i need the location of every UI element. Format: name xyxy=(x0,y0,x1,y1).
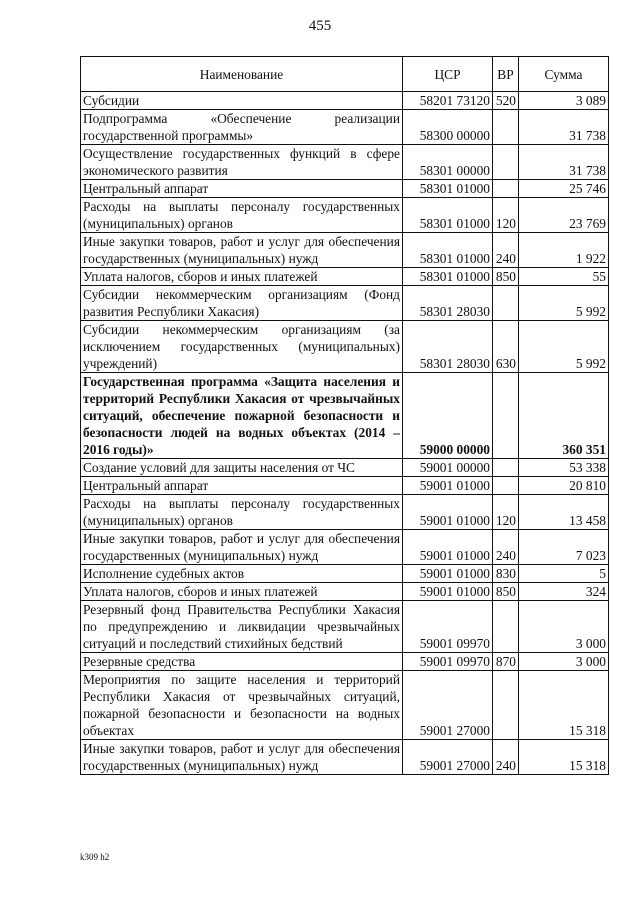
table-row xyxy=(81,459,609,477)
csr-cell: 59001 01000 xyxy=(403,495,493,530)
csr-cell: 58301 28030 xyxy=(403,286,493,321)
name-cell: Центральный аппарат xyxy=(81,477,403,495)
table-row xyxy=(81,477,609,495)
vr-cell: 240 xyxy=(493,233,519,268)
vr-cell xyxy=(493,477,519,495)
vr-cell xyxy=(493,671,519,740)
csr-cell: 58301 01000 xyxy=(403,268,493,286)
csr-cell: 59001 09970 xyxy=(403,653,493,671)
table-row xyxy=(81,286,609,321)
vr-cell: 870 xyxy=(493,653,519,671)
name-cell: Резервный фонд Правительства Республики Хакасия по предупреждению и ликвидации чрезвычайных ситуаций и последствий стихийных бедствий xyxy=(81,601,403,653)
csr-cell: 59001 01000 xyxy=(403,565,493,583)
csr-cell: 58301 01000 xyxy=(403,180,493,198)
vr-cell xyxy=(493,459,519,477)
name-cell: Расходы на выплаты персоналу государственных (муниципальных) органов xyxy=(81,495,403,530)
sum-cell: 53 338 xyxy=(519,459,609,477)
sum-cell: 25 746 xyxy=(519,180,609,198)
csr-cell: 58300 00000 xyxy=(403,110,493,145)
table-row xyxy=(81,321,609,373)
table-row xyxy=(81,653,609,671)
table-row xyxy=(81,268,609,286)
name-cell: Иные закупки товаров, работ и услуг для обеспечения государственных (муниципальных) нужд xyxy=(81,740,403,775)
vr-cell: 240 xyxy=(493,740,519,775)
csr-cell: 58201 73120 xyxy=(403,92,493,110)
vr-cell: 120 xyxy=(493,495,519,530)
name-cell: Субсидии xyxy=(81,92,403,110)
vr-cell xyxy=(493,145,519,180)
name-cell: Мероприятия по защите населения и территорий Республики Хакасия от чрезвычайных ситуаций, пожарной безопасности и безопасности на водных объектах xyxy=(81,671,403,740)
name-cell: Создание условий для защиты населения от ЧС xyxy=(81,459,403,477)
sum-cell: 7 023 xyxy=(519,530,609,565)
table-row xyxy=(81,110,609,145)
name-cell: Государственная программа «Защита населения и территорий Республики Хакасия от чрезвычайных ситуаций, обеспечение пожарной безопасности и безопасности людей на водных объектах (2014 – 2016 годы)» xyxy=(81,373,403,459)
name-cell: Центральный аппарат xyxy=(81,180,403,198)
table-body xyxy=(81,92,609,775)
sum-cell: 31 738 xyxy=(519,110,609,145)
name-cell: Исполнение судебных актов xyxy=(81,565,403,583)
header-name: Наименование xyxy=(81,57,403,92)
csr-cell: 59001 27000 xyxy=(403,671,493,740)
name-cell: Подпрограмма «Обеспечение реализации государственной программы» xyxy=(81,110,403,145)
vr-cell xyxy=(493,180,519,198)
vr-cell xyxy=(493,373,519,459)
vr-cell xyxy=(493,110,519,145)
name-cell: Расходы на выплаты персоналу государственных (муниципальных) органов xyxy=(81,198,403,233)
vr-cell: 850 xyxy=(493,583,519,601)
csr-cell: 59001 27000 xyxy=(403,740,493,775)
name-cell: Уплата налогов, сборов и иных платежей xyxy=(81,268,403,286)
csr-cell: 59001 01000 xyxy=(403,530,493,565)
table-row xyxy=(81,373,609,459)
table-row xyxy=(81,740,609,775)
name-cell: Субсидии некоммерческим организациям (Фонд развития Республики Хакасия) xyxy=(81,286,403,321)
name-cell: Иные закупки товаров, работ и услуг для обеспечения государственных (муниципальных) нужд xyxy=(81,233,403,268)
sum-cell: 20 810 xyxy=(519,477,609,495)
header-sum: Сумма xyxy=(519,57,609,92)
vr-cell: 120 xyxy=(493,198,519,233)
csr-cell: 58301 01000 xyxy=(403,233,493,268)
csr-cell: 59000 00000 xyxy=(403,373,493,459)
csr-cell: 59001 01000 xyxy=(403,583,493,601)
sum-cell: 15 318 xyxy=(519,740,609,775)
table-row xyxy=(81,601,609,653)
table-row xyxy=(81,145,609,180)
vr-cell: 630 xyxy=(493,321,519,373)
name-cell: Иные закупки товаров, работ и услуг для обеспечения государственных (муниципальных) нужд xyxy=(81,530,403,565)
budget-table xyxy=(80,56,609,775)
csr-cell: 58301 00000 xyxy=(403,145,493,180)
name-cell: Субсидии некоммерческим организациям (за исключением государственных (муниципальных) учреждений) xyxy=(81,321,403,373)
header-vr: ВР xyxy=(493,57,519,92)
sum-cell: 3 000 xyxy=(519,601,609,653)
sum-cell: 15 318 xyxy=(519,671,609,740)
table-row xyxy=(81,565,609,583)
table-row xyxy=(81,671,609,740)
table-row xyxy=(81,180,609,198)
sum-cell: 1 922 xyxy=(519,233,609,268)
sum-cell: 3 000 xyxy=(519,653,609,671)
name-cell: Резервные средства xyxy=(81,653,403,671)
csr-cell: 58301 01000 xyxy=(403,198,493,233)
sum-cell: 13 458 xyxy=(519,495,609,530)
vr-cell xyxy=(493,286,519,321)
csr-cell: 59001 01000 xyxy=(403,477,493,495)
vr-cell: 240 xyxy=(493,530,519,565)
header-csr: ЦСР xyxy=(403,57,493,92)
sum-cell: 3 089 xyxy=(519,92,609,110)
vr-cell: 520 xyxy=(493,92,519,110)
sum-cell: 23 769 xyxy=(519,198,609,233)
table-row xyxy=(81,495,609,530)
vr-cell: 830 xyxy=(493,565,519,583)
sum-cell: 31 738 xyxy=(519,145,609,180)
name-cell: Уплата налогов, сборов и иных платежей xyxy=(81,583,403,601)
table-row xyxy=(81,198,609,233)
csr-cell: 59001 09970 xyxy=(403,601,493,653)
csr-cell: 58301 28030 xyxy=(403,321,493,373)
sum-cell: 55 xyxy=(519,268,609,286)
table-row xyxy=(81,583,609,601)
sum-cell: 5 992 xyxy=(519,286,609,321)
table-row xyxy=(81,530,609,565)
sum-cell: 5 xyxy=(519,565,609,583)
table-row xyxy=(81,233,609,268)
table-header-row xyxy=(81,57,609,92)
sum-cell: 5 992 xyxy=(519,321,609,373)
name-cell: Осуществление государственных функций в сфере экономического развития xyxy=(81,145,403,180)
sum-cell: 324 xyxy=(519,583,609,601)
table-row xyxy=(81,92,609,110)
sum-cell: 360 351 xyxy=(519,373,609,459)
vr-cell: 850 xyxy=(493,268,519,286)
page-number: 455 xyxy=(308,18,332,34)
footer-code: k309 h2 xyxy=(80,852,110,862)
csr-cell: 59001 00000 xyxy=(403,459,493,477)
vr-cell xyxy=(493,601,519,653)
